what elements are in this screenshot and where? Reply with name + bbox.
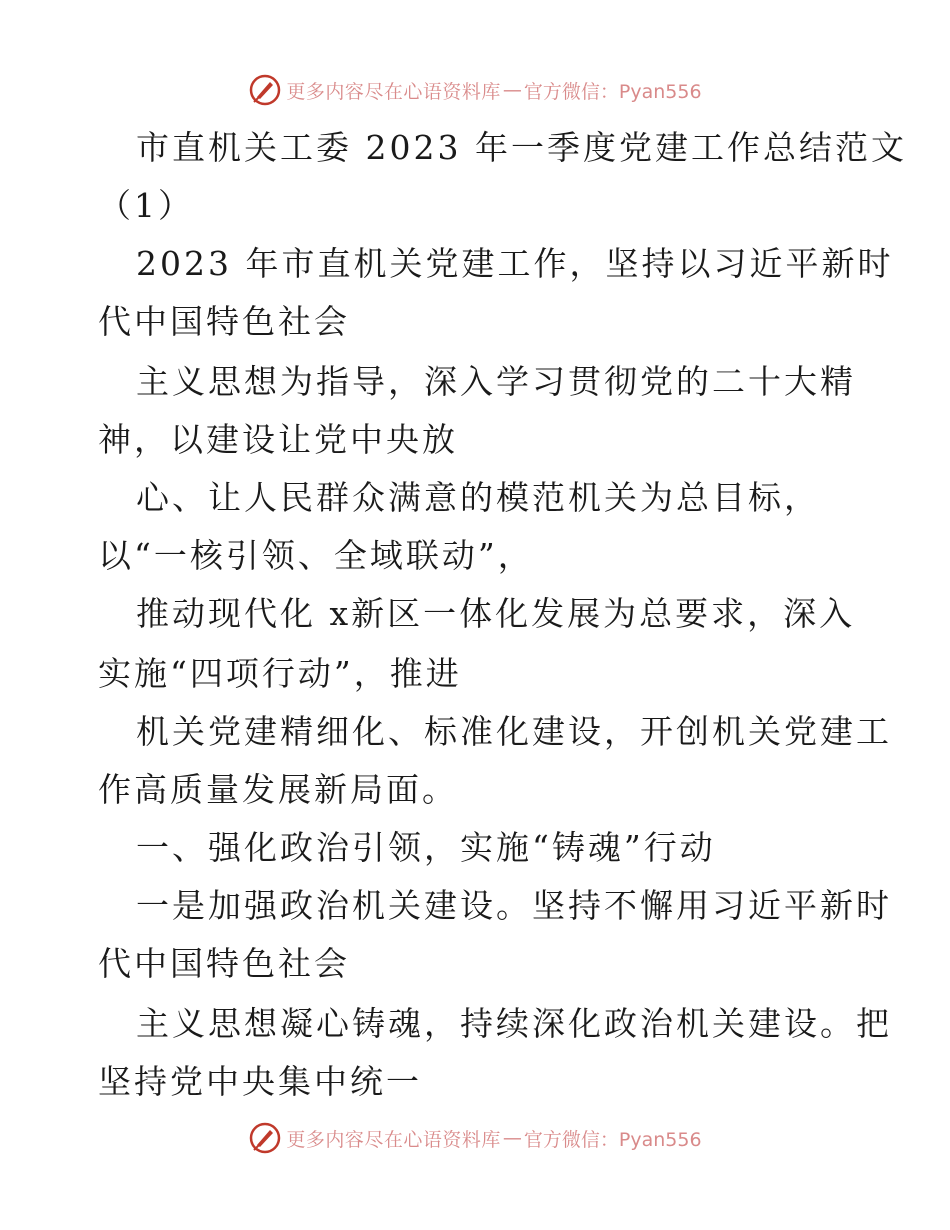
banner-wechat: 官方微信：Pyan556 [523,80,702,103]
doc-title-line-2: （1） [98,186,194,225]
banner-text: 更多内容尽在心语资料库 [286,80,501,103]
banner-dash: — [502,1127,522,1149]
banner-wechat: 官方微信：Pyan556 [523,1128,702,1151]
text-line: 主义思想为指导，深入学习贯彻党的二十大精 [136,362,856,401]
text-line: 机关党建精细化、标准化建设，开创机关党建工 [136,712,892,751]
text-line: 主义思想凝心铸魂，持续深化政治机关建设。把 [136,1004,892,1043]
text-line: 以“一核引领、全域联动”， [98,536,534,575]
text-line: 坚持党中央集中统一 [98,1062,422,1101]
banner-dash: — [502,79,522,101]
text-line: 心、让人民群众满意的模范机关为总目标， [136,478,820,517]
text-line: 代中国特色社会 [98,302,350,341]
quill-logo-icon [248,73,282,107]
banner-text: 更多内容尽在心语资料库 [286,1128,501,1151]
text-line: 实施“四项行动”，推进 [98,654,462,693]
doc-title-line-1: 市直机关工委 2023 年一季度党建工作总结范文 [136,128,907,167]
text-line: 神，以建设让党中央放 [98,420,458,459]
footer-banner [0,1118,950,1158]
text-line: 推动现代化 x新区一体化发展为总要求，深入 [136,594,856,633]
text-line: 作高质量发展新局面。 [98,770,458,809]
header-banner [0,70,950,110]
text-line: 代中国特色社会 [98,944,350,983]
text-line: 2023 年市直机关党建工作，坚持以习近平新时 [136,244,894,283]
text-line: 一是加强政治机关建设。坚持不懈用习近平新时 [136,886,892,925]
section-heading: 一、强化政治引领，实施“铸魂”行动 [136,828,716,867]
quill-logo-icon [248,1121,282,1155]
